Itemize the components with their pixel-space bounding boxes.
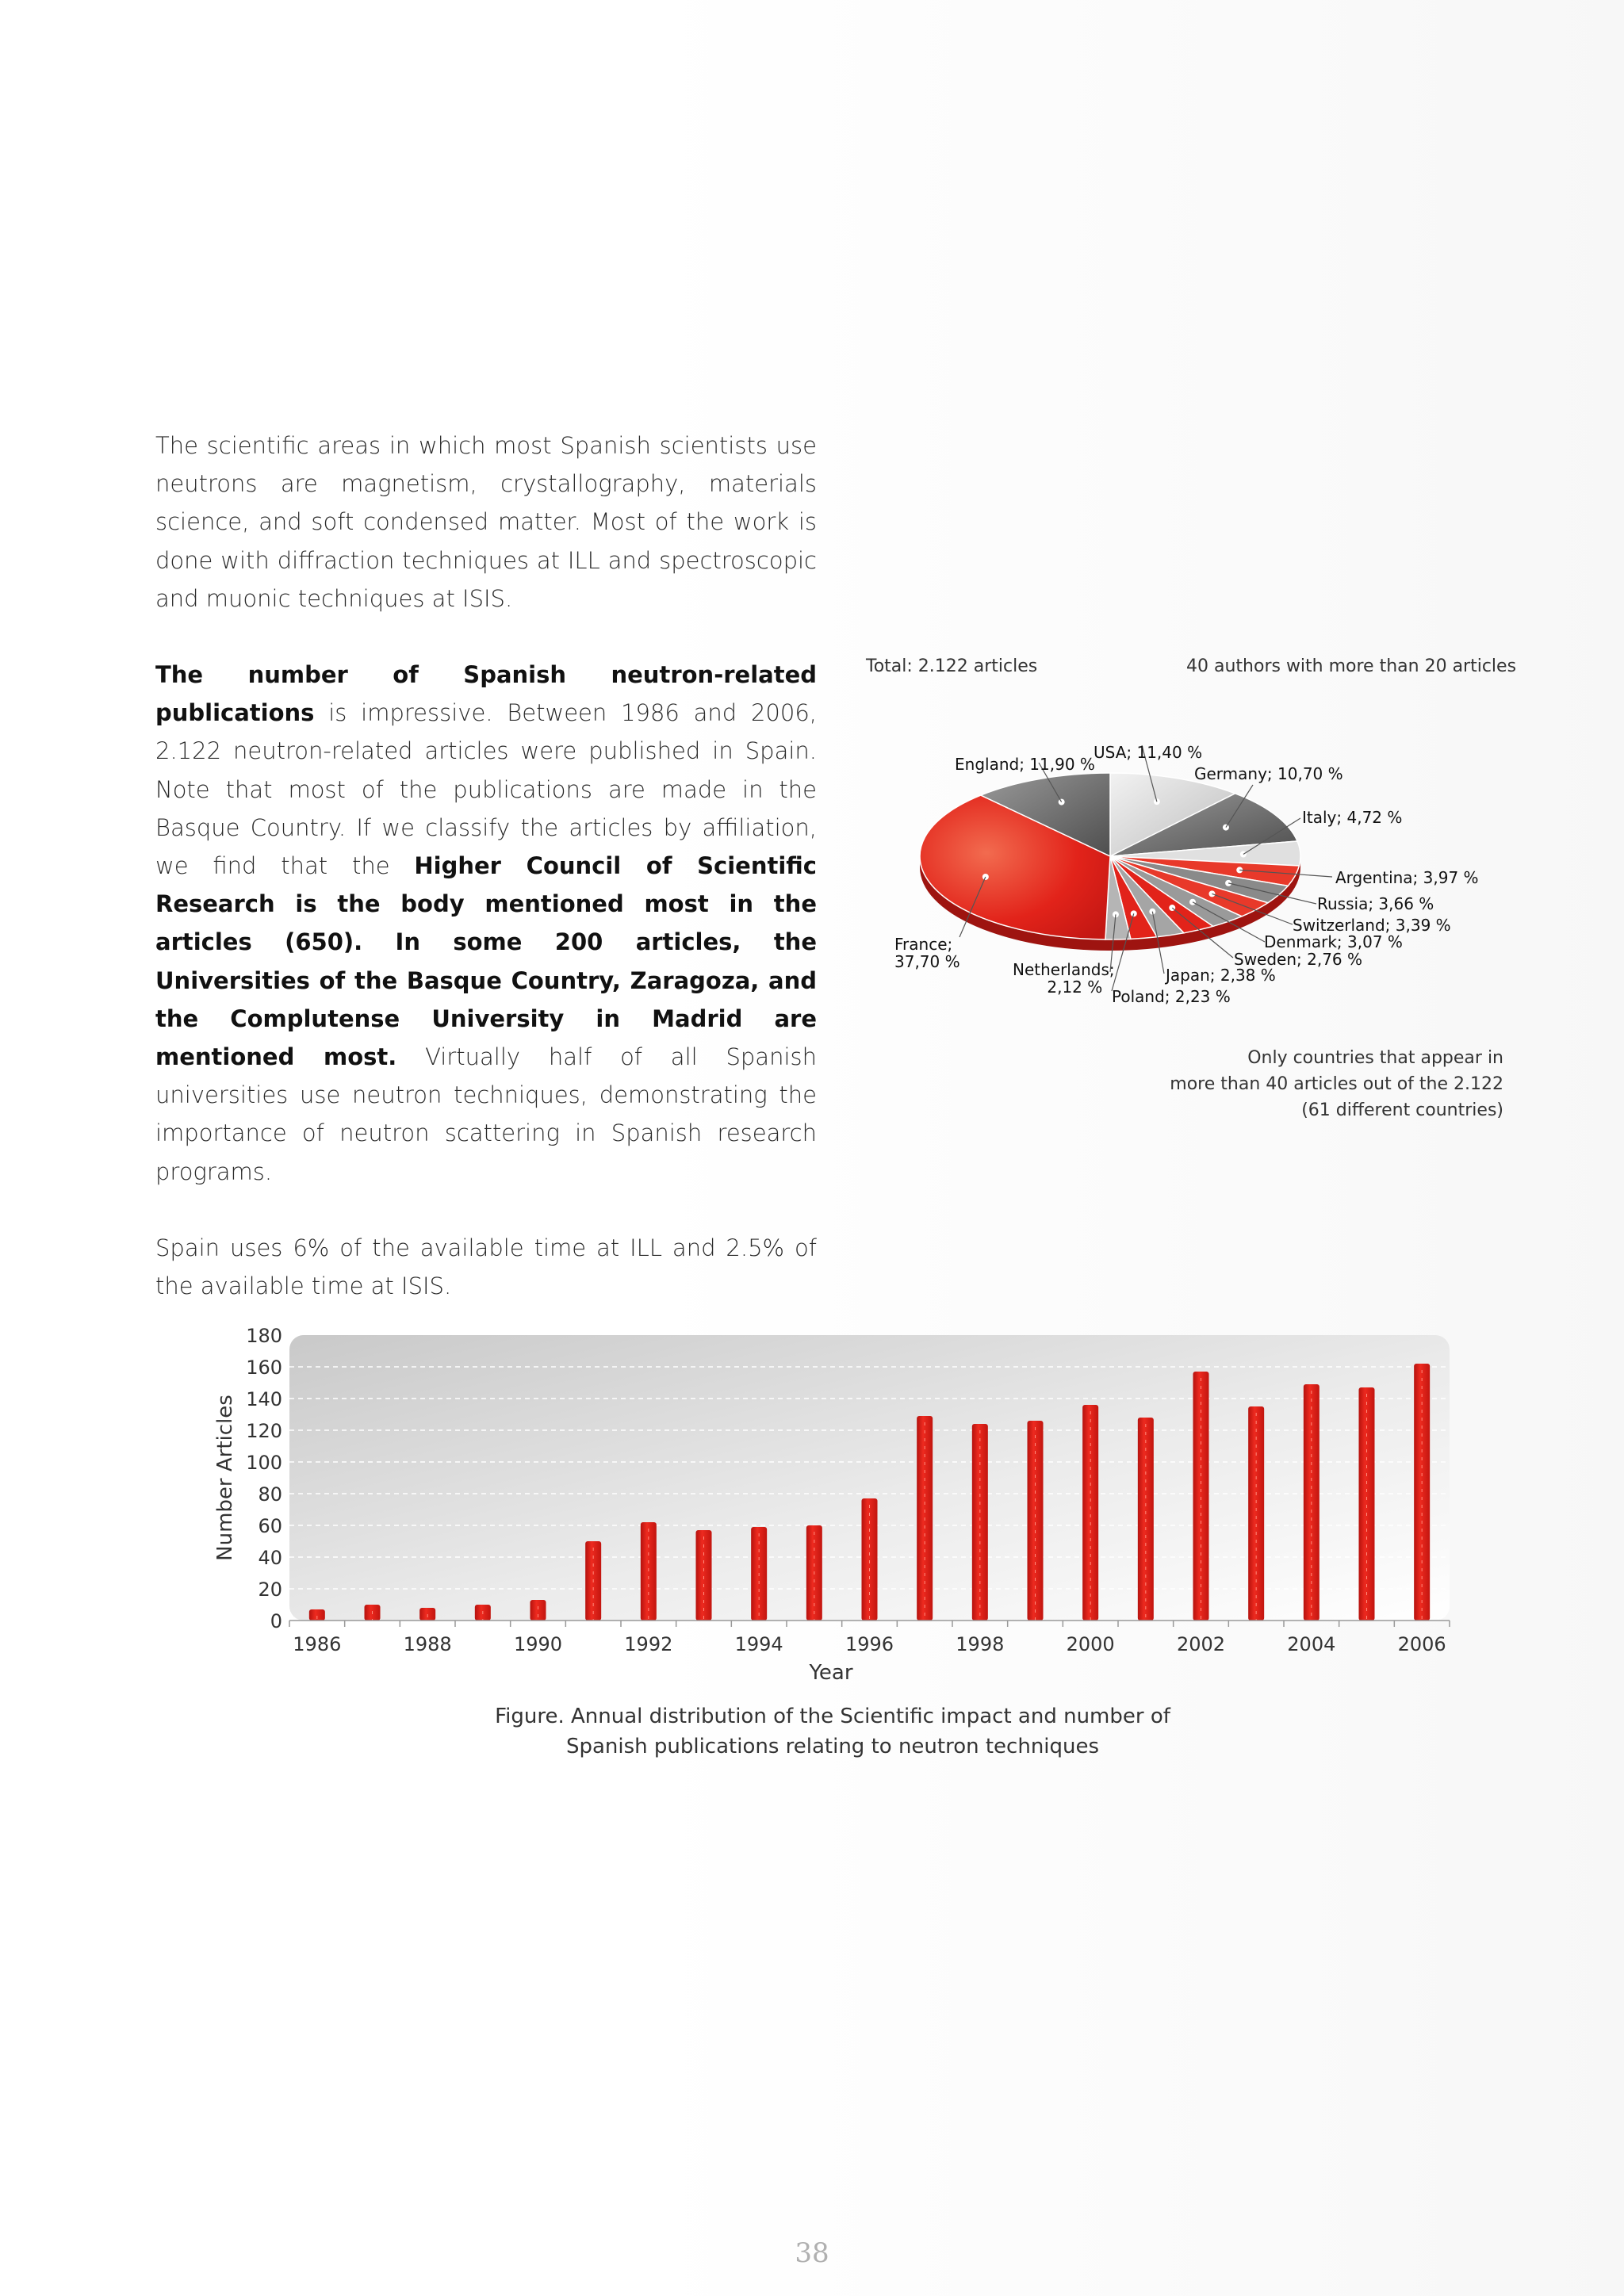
x-tick-label: 2000 <box>1066 1633 1115 1655</box>
pie-label-japan: Japan; 2,38 % <box>1166 966 1276 985</box>
pie-authors-label: 40 authors with more than 20 articles <box>1186 656 1517 676</box>
y-tick-label: 40 <box>258 1547 282 1569</box>
pie-label-france-value: 37,70 % <box>894 952 960 971</box>
pie-label-england: England; 11,90 % <box>955 755 1095 774</box>
pie-label-netherlands-name: Netherlands; <box>1013 960 1115 979</box>
pie-note-line-3: (61 different countries) <box>1301 1100 1503 1120</box>
pie-label-usa: USA; 11,40 % <box>1094 743 1203 762</box>
bar-2002 <box>1193 1372 1209 1621</box>
x-tick-label: 2004 <box>1287 1633 1336 1655</box>
pie-note-line-1: Only countries that appear in <box>1247 1048 1503 1068</box>
x-tick-label: 2002 <box>1176 1633 1226 1655</box>
pie-label-germany: Germany; 10,70 % <box>1194 764 1343 783</box>
pie-label-france-name: France; <box>894 935 953 954</box>
bar-1993 <box>696 1530 712 1621</box>
pie-label-italy: Italy; 4,72 % <box>1302 808 1403 827</box>
x-tick-label: 2006 <box>1397 1633 1446 1655</box>
caption-line-2: Spanish publications relating to neutron techniques <box>565 1735 1100 1758</box>
bold-phrase-publications: The number of Spanish neutron-related publications <box>155 661 817 727</box>
pie-total-label: Total: 2.122 articles <box>866 656 1038 676</box>
x-tick-label: 1986 <box>293 1633 342 1655</box>
y-axis-label: Number Articles <box>213 1395 237 1561</box>
y-tick-label: 20 <box>258 1578 282 1601</box>
pie-label-sweden: Sweden; 2,76 % <box>1234 950 1363 969</box>
text-universities: Virtually half of all Spanish universities use neutron techniques, demonstrating the importance of neutron scattering in Spanish research programs. <box>155 1043 817 1185</box>
paragraph-areas: The scientific areas in which most Spanish scientists use neutrons are magnetism, crystallography, materials science, and soft condensed matter. Most of the work is done with diffraction techniques at ILL and spectroscopic and muonic techniques at ISIS. <box>155 432 817 612</box>
x-tick-label: 1994 <box>734 1633 783 1655</box>
pie-label-denmark: Denmark; 3,07 % <box>1264 932 1403 951</box>
y-tick-label: 160 <box>246 1357 282 1379</box>
y-tick-label: 120 <box>246 1420 282 1442</box>
text-publications: is impressive. Between 1986 and 2006, 2.122 neutron-related articles were published in Spain. Note that most of the publications are made in the Basque Country. If we classify the articles by affiliation, we find that the <box>155 699 817 880</box>
bar-1999 <box>1028 1421 1044 1621</box>
caption-line-1: Figure. Annual distribution of the Scientific impact and number of <box>495 1705 1170 1728</box>
y-tick-label: 100 <box>246 1452 282 1474</box>
pie-label-poland: Poland; 2,23 % <box>1112 987 1231 1006</box>
y-tick-label: 80 <box>258 1483 282 1506</box>
paragraph-time-usage: Spain uses 6% of the available time at ILL and 2.5% of the available time at ISIS. <box>155 1234 817 1300</box>
bold-phrase-csic: Higher Council of Scientific Research is the body mentioned most in the articles (650). In some 200 articles, the Universities of the Basque Country, Zaragoza, and the Complutense University in Madrid are mentioned most. <box>155 852 817 1071</box>
pie-label-netherlands-value: 2,12 % <box>1047 978 1103 997</box>
y-tick-label: 60 <box>258 1515 282 1537</box>
x-axis <box>289 1621 1450 1627</box>
y-tick-label: 140 <box>246 1388 282 1410</box>
x-tick-label: 1992 <box>624 1633 673 1655</box>
figure-caption <box>476 1701 1189 1762</box>
y-tick-label: 180 <box>246 1325 282 1347</box>
x-axis-ticks <box>293 1633 1446 1655</box>
bar-1990 <box>530 1600 546 1621</box>
x-tick-label: 1990 <box>513 1633 563 1655</box>
x-tick-label: 1998 <box>956 1633 1005 1655</box>
x-tick-label: 1988 <box>403 1633 452 1655</box>
x-tick-label: 1996 <box>845 1633 894 1655</box>
pie-label-switzerland: Switzerland; 3,39 % <box>1293 916 1451 935</box>
pie-label-russia: Russia; 3,66 % <box>1317 894 1434 913</box>
x-axis-label: Year <box>809 1661 853 1685</box>
pie-label-argentina: Argentina; 3,97 % <box>1335 868 1479 887</box>
page-number: 38 <box>795 2237 829 2269</box>
y-tick-label: 0 <box>270 1610 282 1632</box>
y-axis-ticks <box>246 1325 282 1632</box>
pie-note-line-2: more than 40 articles out of the 2.122 <box>1170 1074 1503 1094</box>
